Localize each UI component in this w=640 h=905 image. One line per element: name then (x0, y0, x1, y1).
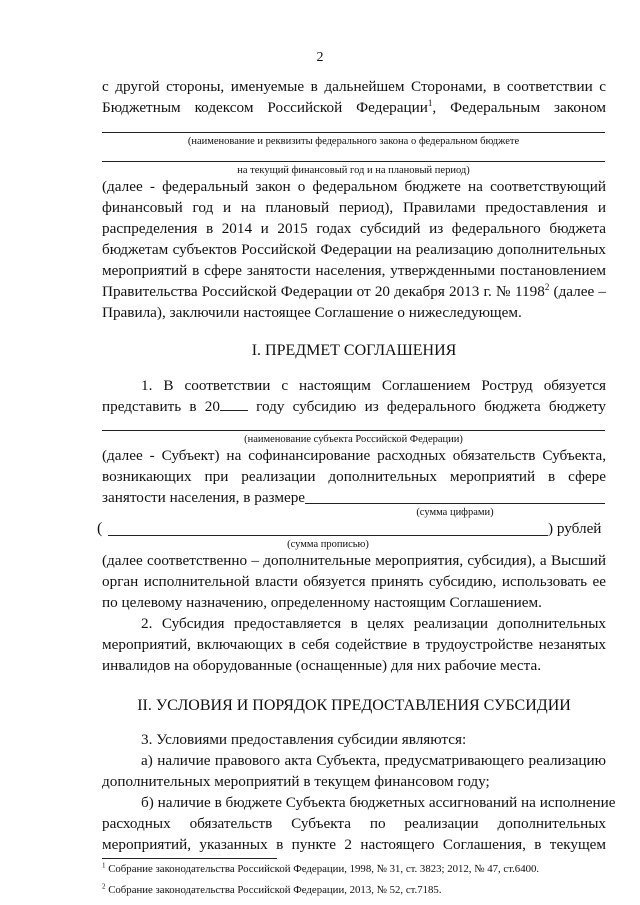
intro-body-line-2: финансовый год и на плановый период), Правилами предоставления и (102, 199, 606, 216)
intro-line-2 (102, 98, 606, 117)
blank-line-law (102, 132, 605, 133)
intro-body-line-4: бюджетам субъектов Российской Федерации на реализацию дополнительных (102, 241, 606, 258)
footnote-1-text: Собрание законодательства Российской Федерации, 1998, № 31, ст. 3823; 2012, № 47, ст.6400. (108, 863, 540, 875)
blank-line-sum-digits (305, 503, 605, 504)
s1-p1-line-7: орган исполнительной власти обязуется принять субсидию, использовать ее (102, 573, 606, 590)
intro-body-line-6-a: Правительства Российской Федерации от 20 декабря 2013 г. № 1198 (102, 283, 545, 300)
s1-p1-line-4: возникающих при реализации дополнительных мероприятий в сфере (102, 468, 606, 485)
blank-line-subject (102, 430, 605, 431)
page-number: 2 (316, 50, 324, 65)
s1-p1-line-2 (102, 397, 606, 416)
intro-body-line-6-b: (далее – (549, 283, 606, 300)
intro-body-line-5: мероприятий в сфере занятости населения, утвержденными постановлением (102, 262, 606, 279)
intro-body-line-3: распределения в 2014 и 2015 годах субсидий из федерального бюджета (102, 220, 606, 237)
intro-line-2-a: Бюджетным кодексом Российской Федерации (102, 99, 428, 116)
sum-close-rubles: ) рублей (548, 520, 602, 537)
s2-a-line-1: а) наличие правового акта Субъекта, предусматривающего реализацию (141, 752, 606, 769)
intro-body-line-1: (далее - федеральный закон о федеральном бюджете на соответствующий (102, 178, 606, 195)
sum-open-paren: ( (97, 520, 103, 537)
s2-b-line-1: б) наличие в бюджете Субъекта бюджетных ассигнований на исполнение (141, 794, 616, 811)
caption-law-name: (наименование и реквизиты федерального закона о федеральном бюджете (187, 136, 520, 147)
s2-b-line-2: расходных обязательств Субъекта по реализации дополнительных (102, 815, 606, 832)
footnote-2-text: Собрание законодательства Российской Федерации, 2013, № 52, ст.7185. (108, 884, 442, 896)
s2-a-line-2: дополнительных мероприятий в текущем финансовом году; (102, 773, 490, 790)
footnote-1 (102, 863, 539, 876)
s2-p3: 3. Условиями предоставления субсидии являются: (141, 731, 467, 748)
s1-p1-line-3: (далее - Субъект) на софинансирование расходных обязательств Субъекта, (102, 447, 606, 464)
footnote-1-number: 1 (102, 861, 106, 870)
s1-p1-line-6: (далее соответственно – дополнительные мероприятия, субсидия), а Высший (102, 552, 606, 569)
intro-line-2-b: , Федеральным законом (432, 99, 606, 116)
caption-subject-name: (наименование субъекта Российской Федерации) (244, 434, 463, 445)
s1-p1-line-2-b: году субсидию из федерального бюджета бюджету (247, 398, 606, 415)
section-1-heading: I. ПРЕДМЕТ СОГЛАШЕНИЯ (251, 342, 457, 359)
section-2-heading: II. УСЛОВИЯ И ПОРЯДОК ПРЕДОСТАВЛЕНИЯ СУБСИДИИ (137, 697, 571, 714)
caption-law-period: на текущий финансовый год и на плановый период) (237, 165, 470, 176)
s1-p1-line-1: 1. В соответствии с настоящим Соглашением Роструд обязуется (141, 377, 606, 394)
intro-body-line-6 (102, 282, 606, 301)
s2-b-line-3: мероприятий, указанных в пункте 2 настоящего Соглашения, в текущем (102, 836, 606, 853)
caption-sum-digits: (сумма цифрами) (416, 507, 494, 518)
caption-sum-words: (сумма прописью) (287, 539, 369, 550)
intro-body-line-7: Правила), заключили настоящее Соглашение о нижеследующем. (102, 304, 522, 321)
s1-p1-line-5: занятости населения, в размере (102, 489, 306, 506)
s1-p2-line-2: мероприятий, включающих в себя содействие в трудоустройстве незанятых (102, 636, 606, 653)
s1-p2-line-3: инвалидов на оборудованные (оснащенные) для них рабочие места. (102, 657, 541, 674)
s1-p1-line-2-a: представить в 20 (102, 398, 220, 415)
footnote-ref-2: 2 (544, 281, 550, 292)
s1-p1-line-8: по целевому назначению, определенному настоящим Соглашением. (102, 594, 542, 611)
blank-line-sum-words (108, 535, 548, 536)
year-blank (220, 410, 248, 411)
footnote-2 (102, 884, 442, 897)
footnote-separator (102, 858, 277, 859)
blank-line-law-2 (102, 161, 605, 162)
intro-line-1: с другой стороны, именуемые в дальнейшем Сторонами, в соответствии с (102, 78, 606, 95)
footnote-2-number: 2 (102, 882, 106, 891)
s1-p2-line-1: 2. Субсидия предоставляется в целях реализации дополнительных (141, 615, 606, 632)
footnote-ref-1: 1 (427, 97, 433, 108)
